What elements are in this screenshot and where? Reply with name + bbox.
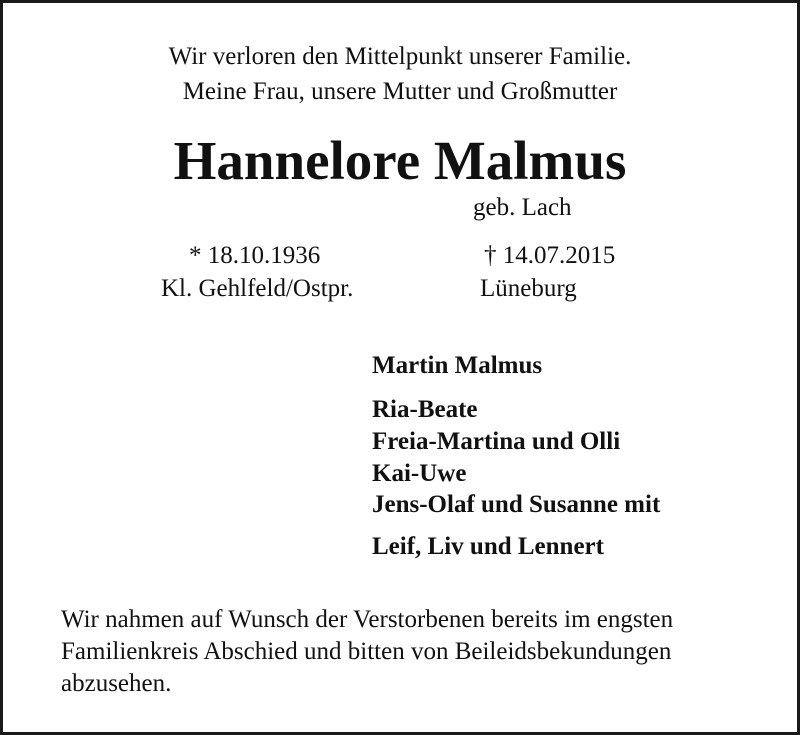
mourner-name: Kai-Uwe xyxy=(372,460,467,487)
deceased-name: Hannelore Malmus xyxy=(173,130,627,191)
intro-line-1: Wir verloren den Mittelpunkt unserer Familie. xyxy=(168,43,632,70)
mourner-name: Martin Malmus xyxy=(372,352,543,379)
mourner-name: Ria-Beate xyxy=(372,396,478,423)
mourner-name: Freia-Martina und Olli xyxy=(372,428,621,455)
maiden-name: geb. Lach xyxy=(473,194,572,221)
closing-note xyxy=(61,604,761,700)
mourner-name: Jens-Olaf und Susanne mit xyxy=(372,491,661,518)
intro-line-2: Meine Frau, unsere Mutter und Großmutter xyxy=(182,78,618,105)
mourner-name: Leif, Liv und Lennert xyxy=(372,533,604,560)
birth-date: * 18.10.1936 xyxy=(189,242,321,269)
closing-line-2: Familienkreis Abschied und bitten von Beileidsbekundungen xyxy=(61,638,672,665)
closing-line-3: abzusehen. xyxy=(61,670,172,697)
birth-place: Kl. Gehlfeld/Ostpr. xyxy=(161,275,354,302)
death-date: † 14.07.2015 xyxy=(484,242,616,269)
closing-line-1: Wir nahmen auf Wunsch der Verstorbenen bereits im engsten xyxy=(61,606,674,633)
death-place: Lüneburg xyxy=(480,275,577,302)
